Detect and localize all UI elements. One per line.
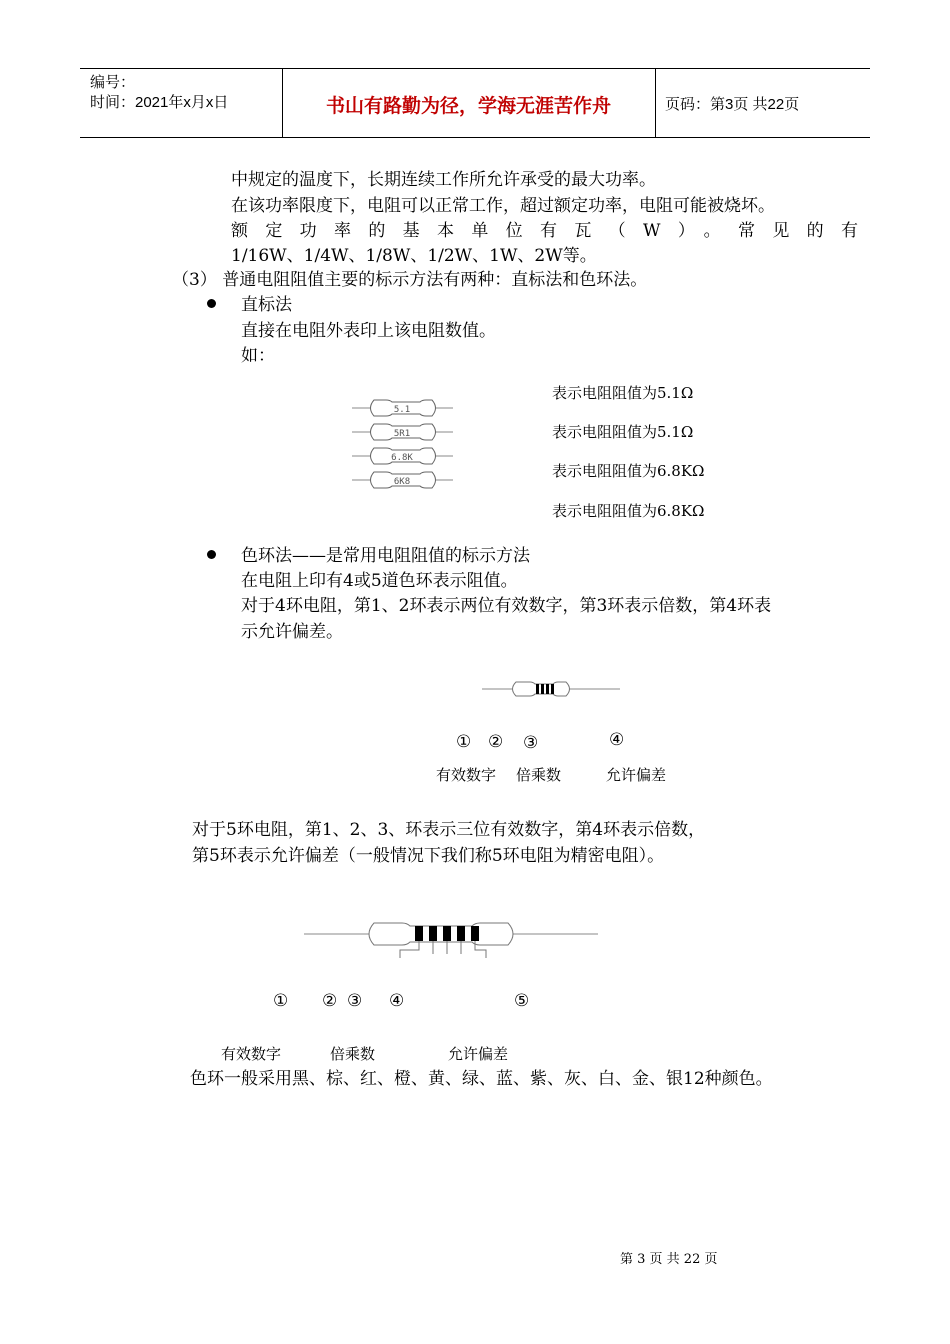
ring-number: ② (488, 732, 504, 752)
section-item-3: （3） 普通电阻阻值主要的标示方法有两种：直标法和色环法。 (172, 270, 648, 290)
direct-method-title: 直标法 (241, 295, 292, 315)
bullet-icon (207, 550, 216, 559)
ring-label-significant: 有效数字 (436, 766, 497, 784)
time-label: 时间：2021年x月x日 (90, 94, 229, 111)
direct-method-desc: 直接在电阻外表印上该电阻数值。 (241, 321, 496, 341)
ring-number: ④ (609, 730, 625, 750)
ring-label-tolerance: 允许偏差 (606, 766, 667, 784)
five-ring-resistor (304, 918, 600, 966)
header-divider (655, 69, 656, 137)
paragraph-line: 额定功率的基本单位有瓦（W）。常见的有 (231, 221, 858, 241)
header-page-info: 页码：第3页 共22页 (665, 96, 800, 113)
five-ring-desc: 对于5环电阻，第1、2、3、环表示三位有效数字，第4环表示倍数， (192, 820, 706, 840)
color-method-desc: 示允许偏差。 (241, 622, 343, 642)
ring-label-multiplier: 倍乘数 (330, 1045, 376, 1063)
ring-number: ③ (347, 991, 363, 1011)
ring-number: ② (322, 991, 338, 1011)
ring-label-tolerance: 允许偏差 (448, 1045, 509, 1063)
resistor-marking: 5R1 (393, 429, 411, 439)
color-list-line: 色环一般采用黑、棕、红、橙、黄、绿、蓝、紫、灰、白、金、银12种颜色。 (190, 1069, 773, 1089)
ring-number: ① (273, 991, 289, 1011)
resistor-desc: 表示电阻阻值为6.8KΩ (552, 462, 705, 480)
color-method-desc: 对于4环电阻，第1、2环表示两位有效数字，第3环表示倍数，第4环表 (241, 596, 772, 616)
page-header (80, 68, 870, 138)
resistor-marking: 6.8K (391, 453, 413, 463)
resistor-6K8 (352, 472, 453, 488)
header-meta (90, 73, 228, 113)
direct-marking-resistors (350, 395, 460, 493)
color-method-desc: 在电阻上印有4或5道色环表示阻值。 (241, 571, 518, 591)
ring-number: ④ (389, 991, 405, 1011)
resistor-desc: 表示电阻阻值为6.8KΩ (552, 502, 705, 520)
resistor-desc: 表示电阻阻值为5.1Ω (552, 384, 694, 402)
ring-number: ⑤ (514, 991, 530, 1011)
resistor-marking: 6K8 (393, 477, 411, 487)
example-label: 如： (241, 346, 275, 366)
resistor-marking: 5.1 (393, 405, 411, 415)
number-label: 编号： (90, 74, 136, 91)
bullet-icon (207, 299, 216, 308)
paragraph-line: 中规定的温度下，长期连续工作所允许承受的最大功率。 (231, 170, 656, 190)
ring-number: ③ (523, 733, 539, 753)
color-method-title: 色环法——是常用电阻阻值的标示方法 (241, 546, 530, 566)
ring-label-multiplier: 倍乘数 (516, 766, 562, 784)
header-motto: 书山有路勤为径，学海无涯苦作舟 (325, 96, 611, 117)
four-ring-resistor (482, 678, 622, 700)
page-footer: 第 3 页 共 22 页 (620, 1252, 718, 1267)
five-ring-desc: 第5环表示允许偏差（一般情况下我们称5环电阻为精密电阻）。 (192, 846, 665, 866)
paragraph-line: 在该功率限度下，电阻可以正常工作，超过额定功率，电阻可能被烧坏。 (231, 196, 775, 216)
paragraph-line: 1/16W、1/4W、1/8W、1/2W、1W、2W等。 (231, 246, 597, 266)
resistor-5.1 (352, 400, 453, 416)
resistor-5R1 (352, 424, 453, 440)
resistor-6.8K (352, 448, 453, 464)
resistor-desc: 表示电阻阻值为5.1Ω (552, 423, 694, 441)
ring-number: ① (456, 732, 472, 752)
ring-label-significant: 有效数字 (221, 1045, 282, 1063)
